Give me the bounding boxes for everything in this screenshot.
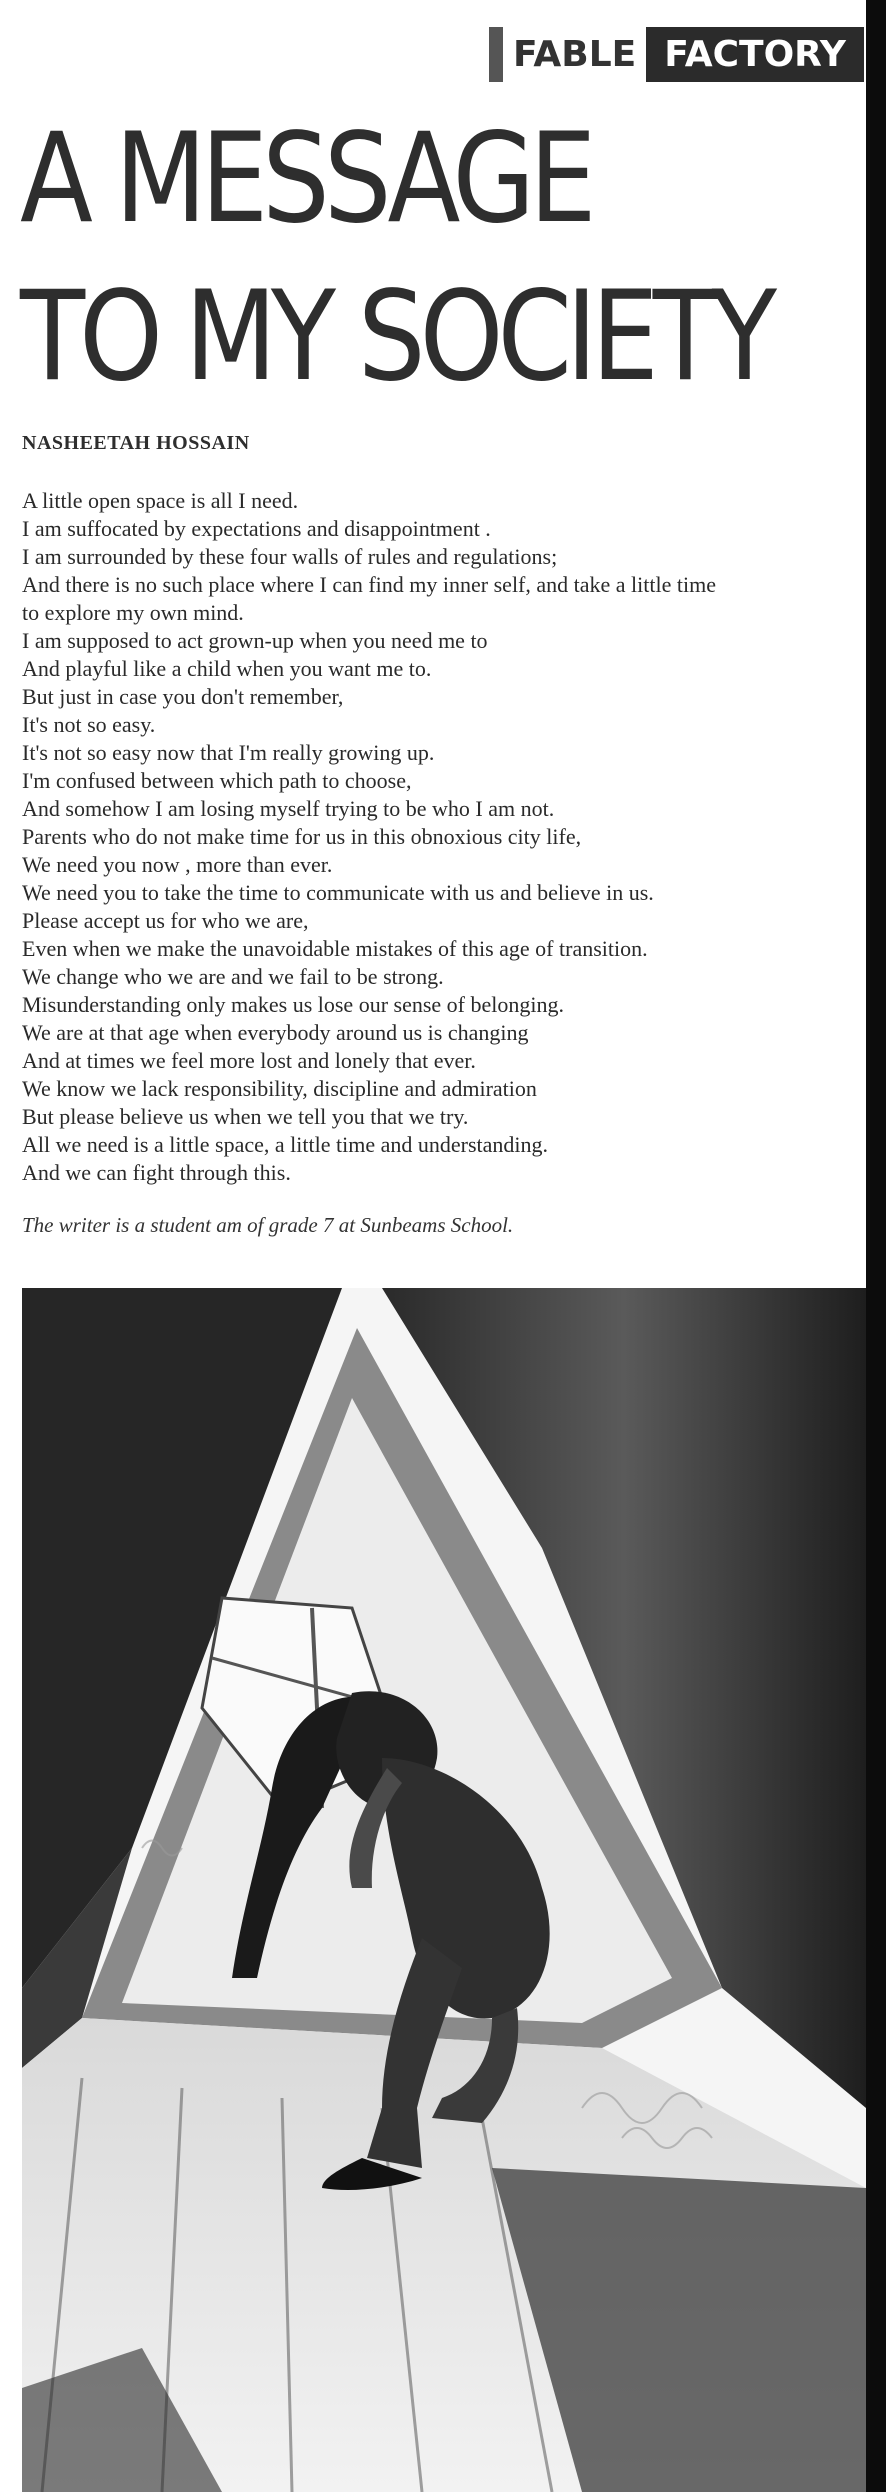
headline-line-2: TO MY SOCIETY bbox=[20, 265, 771, 409]
page-edge-bar bbox=[866, 0, 886, 2492]
poem-line: And we can fight through this. bbox=[22, 1160, 291, 1185]
poem-line: Please accept us for who we are, bbox=[22, 908, 309, 933]
girl-at-window-sketch-icon bbox=[22, 1288, 866, 2492]
poem-line: I am surrounded by these four walls of rules and regulations; bbox=[22, 544, 558, 569]
headline-line-1: A MESSAGE bbox=[20, 107, 591, 251]
byline: NASHEETAH HOSSAIN bbox=[22, 432, 250, 454]
poem-line: I'm confused between which path to choose, bbox=[22, 768, 412, 793]
author-credit: The writer is a student am of grade 7 at Sunbeams School. bbox=[22, 1213, 514, 1237]
poem-line: I am suffocated by expectations and disappointment . bbox=[22, 516, 491, 541]
headline bbox=[20, 100, 771, 416]
poem-line: Misunderstanding only makes us lose our sense of belonging. bbox=[22, 992, 564, 1017]
poem-line: We are at that age when everybody around us is changing bbox=[22, 1020, 529, 1045]
poem-line: And at times we feel more lost and lonely that ever. bbox=[22, 1048, 476, 1073]
poem-line: All we need is a little space, a little time and understanding. bbox=[22, 1132, 549, 1157]
poem-line: But please believe us when we tell you that we try. bbox=[22, 1104, 469, 1129]
poem bbox=[22, 487, 862, 1187]
poem-line: It's not so easy now that I'm really growing up. bbox=[22, 740, 435, 765]
poem-line: We know we lack responsibility, discipline and admiration bbox=[22, 1076, 537, 1101]
poem-line: A little open space is all I need. bbox=[22, 488, 299, 513]
poem-line: We change who we are and we fail to be strong. bbox=[22, 964, 444, 989]
poem-line: And playful like a child when you want me to. bbox=[22, 656, 432, 681]
poem-line: Parents who do not make time for us in this obnoxious city life, bbox=[22, 824, 582, 849]
poem-line: Even when we make the unavoidable mistakes of this age of transition. bbox=[22, 936, 648, 961]
poem-line: We need you now , more than ever. bbox=[22, 852, 333, 877]
poem-line: to explore my own mind. bbox=[22, 600, 244, 625]
poem-line: It's not so easy. bbox=[22, 712, 156, 737]
poem-line: We need you to take the time to communicate with us and believe in us. bbox=[22, 880, 654, 905]
poem-line: I am supposed to act grown-up when you need me to bbox=[22, 628, 488, 653]
poem-line: But just in case you don't remember, bbox=[22, 684, 344, 709]
section-tag-marker bbox=[489, 27, 503, 82]
poem-line: And there is no such place where I can find my inner self, and take a little time bbox=[22, 572, 716, 597]
section-tag-word-2: FACTORY bbox=[646, 27, 864, 82]
section-tag bbox=[489, 27, 864, 82]
poem-line: And somehow I am losing myself trying to be who I am not. bbox=[22, 796, 555, 821]
section-tag-word-1: FABLE bbox=[512, 34, 637, 75]
